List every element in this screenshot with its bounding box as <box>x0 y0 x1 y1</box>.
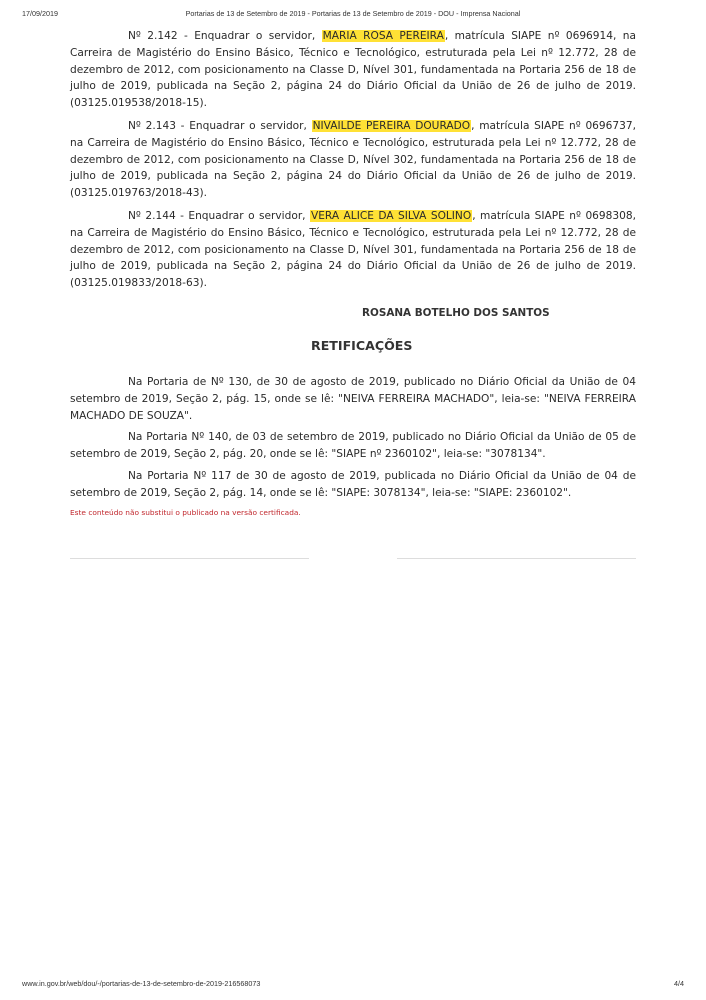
paragraph-text: , matrícula SIAPE nº 0696914, na Carreira de Magistério do Ensino Básico, Técnico e Tecnológico, estruturada pela Lei nº 12.772, 28 de dezembro de 2012, com posicionamento na Classe D, Nível 301, fundamentada na Portaria 256 de 18 de julho de 2019, publicada na Seção 2, página 24 do Diário Oficial da União de 26 de julho de 2019. (03125.019538/2018-15). <box>70 30 636 110</box>
signature: ROSANA BOTELHO DOS SANTOS <box>362 306 550 319</box>
portaria-paragraph <box>70 118 636 202</box>
retificacao-paragraph: Na Portaria Nº 117 de 30 de agosto de 2019, publicada no Diário Oficial da União de 04 de setembro de 2019, Seção 2, pág. 14, onde se lê: "SIAPE: 3078134", leia-se: "SIAPE: 2360102". <box>70 469 636 499</box>
paragraph-text: , matrícula SIAPE nº 0696737, na Carreira de Magistério do Ensino Básico, Técnico e Tecnológico, estruturada pela Lei nº 12.772, 28 de dezembro de 2012, com posicionamento na Classe D, Nível 302, fundamentada na Portaria 256 de 18 de julho de 2019, publicada na Seção 2, página 24 do Diário Oficial da União de 26 de julho de 2019. (03125.019763/2018-43). <box>70 119 636 200</box>
paragraph-prefix: Nº 2.143 - Enquadrar o servidor, <box>128 119 312 132</box>
highlighted-name: MARIA ROSA PEREIRA <box>322 30 444 42</box>
section-title: RETIFICAÇÕES <box>311 337 413 353</box>
retificacao-paragraph: Na Portaria Nº 140, de 03 de setembro de 2019, publicado no Diário Oficial da União de 05 de setembro de 2019, Seção 2, pág. 20, onde se lê: "SIAPE nº 2360102", leia-se: "3078134". <box>70 431 636 461</box>
highlighted-name: NIVAILDE PEREIRA DOURADO <box>312 119 471 132</box>
page-url: www.in.gov.br/web/dou/-/portarias-de-13-de-setembro-de-2019-216568073 <box>22 979 261 988</box>
divider-right <box>397 558 636 559</box>
document-body <box>70 28 636 518</box>
retificacoes-list <box>70 374 636 502</box>
print-date: 17/09/2019 <box>22 9 58 18</box>
portaria-paragraph <box>70 208 636 292</box>
portaria-paragraph <box>70 28 636 112</box>
paragraph-prefix: Nº 2.144 - Enquadrar o servidor, <box>128 209 310 222</box>
paragraph-prefix: Nº 2.142 - Enquadrar o servidor, <box>128 30 322 42</box>
highlighted-name: VERA ALICE DA SILVA SOLINO <box>310 209 472 222</box>
print-title: Portarias de 13 de Setembro de 2019 - Portarias de 13 de Setembro de 2019 - DOU - Imprensa Nacional <box>185 9 521 18</box>
divider-left <box>70 558 309 559</box>
page-number: 4/4 <box>674 979 684 988</box>
retificacao-paragraph: Na Portaria de Nº 130, de 30 de agosto de 2019, publicado no Diário Oficial da União de 04 setembro de 2019, Seção 2, pág. 15, onde se lê: "NEIVA FERREIRA MACHADO", leia-se: "NEIVA FERREIRA MACHADO DE SOUZA". <box>70 375 636 422</box>
disclaimer: Este conteúdo não substitui o publicado na versão certificada. <box>70 507 301 517</box>
paragraph-text: , matrícula SIAPE nº 0698308, na Carreira de Magistério do Ensino Básico, Técnico e Tecnológico, estruturada pela Lei nº 12.772, 28 de dezembro de 2012, com posicionamento na Classe D, Nível 301, fundamentada na Portaria 256 de 18 de julho de 2019, publicada na Seção 2, página 24 do Diário Oficial da União de 26 de julho de 2019. (03125.019833/2018-63). <box>70 209 636 290</box>
